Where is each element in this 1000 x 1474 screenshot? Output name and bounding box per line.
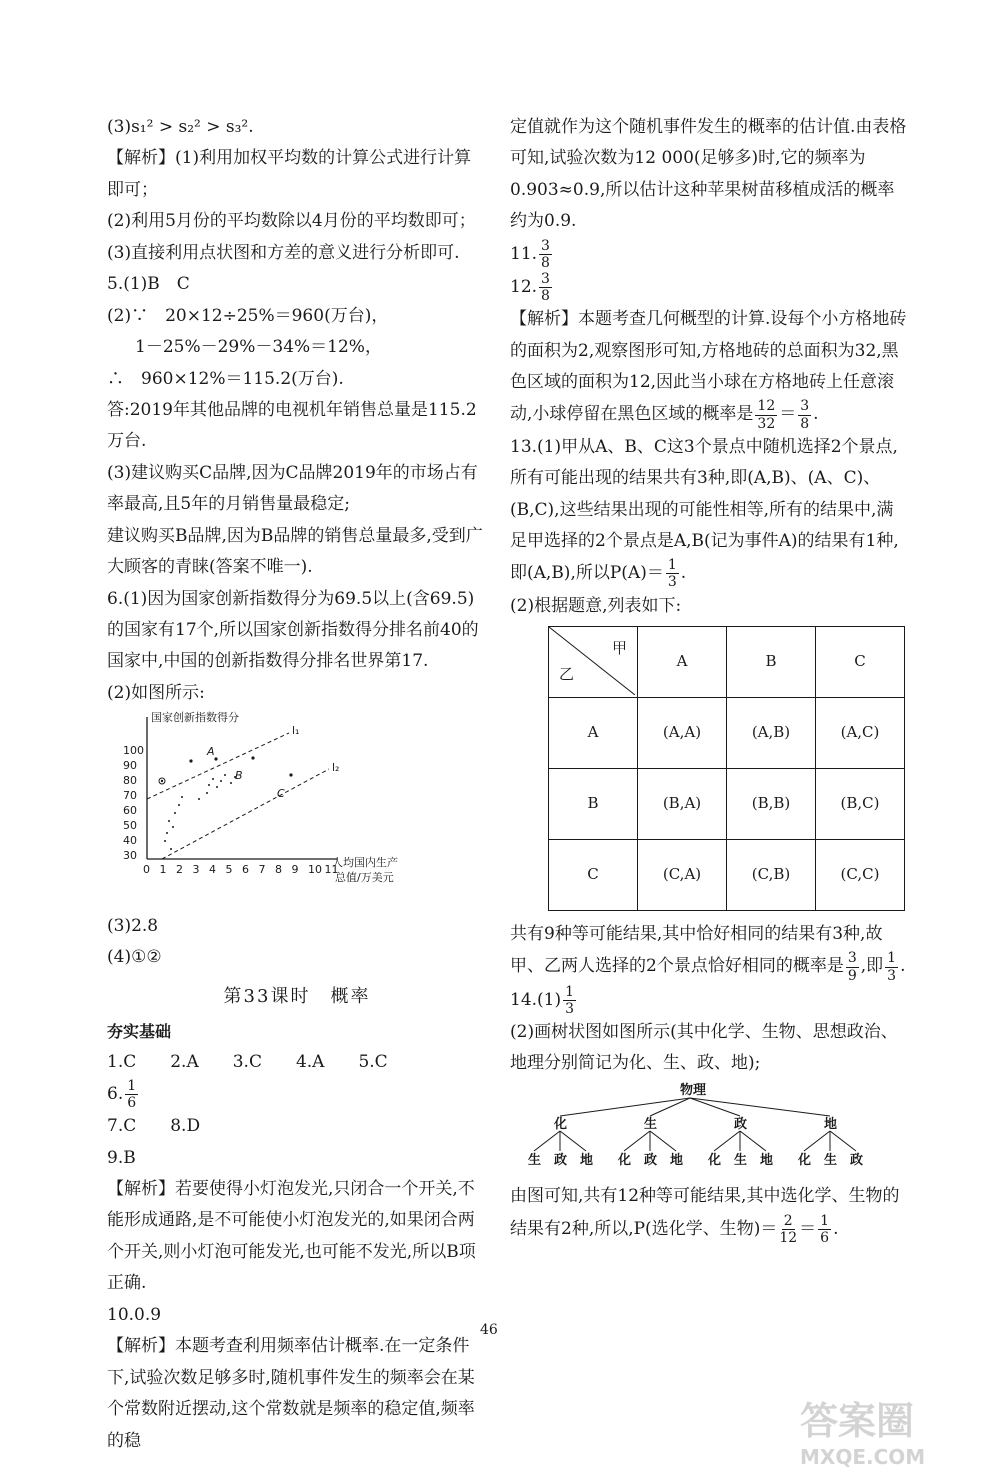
tree-edge: [830, 1131, 856, 1151]
answer-11: 11. $\frac{3}{8}$: [510, 237, 550, 271]
x-tick-label: 2: [176, 863, 183, 877]
q13-2: (2)根据题意,列表如下:: [510, 595, 682, 616]
table-cell: (C,C): [816, 840, 905, 911]
y-ticks: [123, 744, 144, 862]
table-cell: (B,C): [816, 769, 905, 840]
answer-10: 10.0.9: [107, 1304, 162, 1325]
q13-3: 共有9种等可能结果,其中恰好相同的结果有3种,故甲、乙两人选择的2个景点恰好相同的概率是 $\frac{3}{9}$ ,即 $\frac{1}{3}$ .: [510, 924, 906, 984]
page-number: 46: [480, 1322, 498, 1338]
tree-leaf-node: 地: [580, 1152, 594, 1168]
tree-edge: [624, 1131, 650, 1151]
table-cell: (A,C): [816, 698, 905, 769]
x-tick-label: 5: [225, 863, 233, 877]
tree-leaf-node: 生: [734, 1152, 748, 1168]
fraction: $\frac{1}{6}$: [820, 1212, 830, 1246]
y-tick-label: 80: [123, 774, 137, 788]
row-header: C: [549, 840, 638, 911]
q6-4: (4)①②: [107, 947, 162, 968]
row-header: B: [549, 769, 638, 840]
table-cell: (A,A): [638, 698, 727, 769]
y-axis-label: 国家创新指数得分: [151, 711, 239, 725]
y-tick-label: 30: [123, 849, 137, 863]
tree-edge: [690, 1098, 830, 1116]
q14-2: (2)画树状图如图所示(其中化学、生物、思想政治、地理分别简记为化、生、政、地);: [510, 1021, 898, 1074]
explanation-12: 【解析】本题考查几何概型的计算.设每个小方格地砖的面积为2,观察图形可知,方格地砖的总面积为32,黑色区域的面积为12,因此当小球在方格地砖上任意滚动,小球停留在黑色区域的概率是 $\frac{12}{32}$ ＝ $\frac{3}{8}$ .: [510, 309, 907, 432]
q13-1: 13.(1)甲从A、B、C这3个景点中随机选择2个景点,所有可能出现的结果共有3种,即(A,B)、(A、C)、(B,C),这些结果出现的可能性相等,所有的结果中,满足甲选择的2个景点是A,B(记为事件A)的结果有1种,即(A,B),所以P(A)＝ $\frac{1}{3}$ .: [510, 436, 899, 591]
fraction: $\frac{3}{8}$: [541, 237, 550, 271]
explanation-10: 【解析】本题考查利用频率估计概率.在一定条件下,试验次数足够多时,随机事件发生的频率会在某个常数附近摆动,这个常数就是频率的稳定值,频率的稳: [107, 1336, 475, 1451]
tree-leaf-node: 生: [528, 1152, 542, 1168]
explanation-1: 【解析】(1)利用加权平均数的计算公式进行计算即可；: [107, 148, 472, 200]
y-tick-label: 50: [123, 819, 137, 833]
tree-branch-node: 化: [554, 1116, 568, 1132]
explanation-10-cont: 定值就作为这个随机事件发生的概率的估计值.由表格可知,试验次数为12 000(足够多)时,它的频率为0.903≈0.9,所以估计这种苹果树苗移植成活的概率约为0.9.: [510, 117, 907, 232]
table-row: [549, 698, 905, 769]
y-tick-label: 40: [123, 834, 137, 848]
table-row: [549, 840, 905, 911]
scatter-plot: [107, 709, 407, 899]
x-tick-label: 10: [308, 863, 322, 877]
fraction: $\frac{1}{6}$: [127, 1077, 137, 1112]
x-tick-label: 0: [143, 863, 150, 877]
fraction: $\frac{3}{9}$: [847, 950, 857, 984]
x-tick-label: 6: [242, 863, 249, 877]
explanation-9: 【解析】若要使得小灯泡发光,只闭合一个开关,不能形成通路,是不可能使小灯泡发光的,如果闭合两个开关,则小灯泡可能发光,也可能不发光,所以B项正确.: [107, 1179, 476, 1294]
answers-1-5: 1.C 2.A 3.C 4.A 5.C: [107, 1051, 388, 1072]
x-tick-label: 11: [324, 863, 339, 877]
row-header: A: [549, 698, 638, 769]
col-header: A: [638, 627, 727, 698]
fraction: $\frac{1}{3}$: [667, 557, 677, 591]
q5-2-line3: ∴ 960×12%＝115.2(万台).: [107, 368, 344, 389]
x-tick-label: 7: [258, 863, 266, 877]
table-cell: (C,A): [638, 840, 727, 911]
right-column: [510, 112, 910, 1246]
x-axis-label-1: 人均国内生产: [332, 856, 398, 870]
point-C-label: C: [277, 787, 285, 801]
table-cell: (C,B): [727, 840, 816, 911]
tree-leaf-node: 化: [618, 1152, 632, 1168]
tree-leaf-node: 地: [670, 1152, 684, 1168]
explanation-3: (3)直接利用点状图和方差的意义进行分析即可.: [107, 242, 460, 263]
table-corner: 甲 乙: [549, 627, 638, 698]
y-tick-label: 100: [123, 744, 144, 758]
q14-1: 14.(1) $\frac{1}{3}$: [510, 983, 575, 1017]
tree-edge: [534, 1131, 560, 1151]
tree-leaf-node: 化: [798, 1152, 812, 1168]
point-B-label: B: [235, 769, 243, 783]
data-dots: [159, 757, 293, 851]
q5-2-line2: 1－25%－29%－34%＝12%，: [135, 337, 382, 358]
x-tick-label: 8: [275, 863, 282, 877]
y-tick-label: 90: [123, 759, 137, 773]
q5-2-answer: 答:2019年其他品牌的电视机年销售总量是115.2万台.: [107, 399, 477, 452]
line-l2: [162, 769, 329, 859]
x-ticks: [143, 863, 339, 876]
fraction: $\frac{3}{8}$: [800, 398, 810, 432]
left-column: [107, 112, 487, 1457]
q6-3: (3)2.8: [107, 915, 159, 936]
x-axis-label-2: 总值/万美元: [335, 871, 394, 885]
tree-branch-node: 生: [644, 1116, 658, 1132]
answer-6: 6. $\frac{1}{6}$: [107, 1077, 137, 1112]
line-l2-label: l₂: [332, 761, 340, 775]
x-tick-label: 3: [192, 863, 200, 877]
tree-leaf-node: 生: [824, 1152, 838, 1168]
q5-3a: (3)建议购买C品牌,因为C品牌2019年的市场占有率最高,且5年的月销售量最稳定;: [107, 462, 478, 515]
tree-leaf-node: 政: [850, 1152, 864, 1168]
tree-branch-node: 政: [734, 1116, 748, 1132]
col-header: B: [727, 627, 816, 698]
fraction: $\frac{3}{8}$: [541, 270, 550, 305]
explanation-2: (2)利用5月份的平均数除以4月份的平均数即可；: [107, 211, 476, 232]
tree-edge: [740, 1131, 766, 1151]
x-tick-label: 1: [159, 863, 167, 877]
answer-12: 12. $\frac{3}{8}$: [510, 270, 550, 305]
table-cell: (A,B): [727, 698, 816, 769]
table-row: [549, 769, 905, 840]
tree-root: 物理: [680, 1082, 707, 1098]
tree-leaf-node: 地: [760, 1152, 774, 1168]
fraction: $\frac{1}{3}$: [887, 950, 897, 984]
x-tick-label: 4: [209, 863, 216, 877]
q5-2-line1: (2)∵ 20×12÷25%＝960(万台)，: [107, 305, 389, 326]
tree-leaf-node: 化: [708, 1152, 722, 1168]
x-tick-label: 9: [291, 863, 299, 877]
watermark-logo: 答案圈 MXQE.COM: [800, 1399, 926, 1469]
fraction: $\frac{1}{3}$: [565, 983, 575, 1017]
col-header: C: [816, 627, 905, 698]
q6-2: (2)如图所示:: [107, 682, 205, 703]
table-cell: (B,A): [638, 769, 727, 840]
q5-3b: 建议购买B品牌,因为B品牌的销售总量最多,受到广大顾客的青睐(答案不唯一).: [107, 525, 483, 578]
section-title: 夯实基础: [107, 1021, 172, 1041]
line-l1: [147, 733, 289, 799]
tree-branch-node: 地: [824, 1116, 838, 1132]
tree-diagram: [510, 1080, 890, 1170]
answer-9: 9.B: [107, 1147, 136, 1168]
line-l1-label: l₁: [292, 724, 300, 738]
variance-answer: (3)s₁² > s₂² > s₃².: [107, 117, 254, 137]
tree-edge: [714, 1131, 740, 1151]
q6-1: 6.(1)因为国家创新指数得分为69.5以上(含69.5)的国家有17个,所以国家创新指数得分排名前40的国家中,中国的创新指数得分排名世界第17.: [107, 588, 479, 672]
q5-1: 5.(1)B C: [107, 274, 190, 295]
q14-3: 由图可知,共有12种等可能结果,其中选化学、生物的结果有2种,所以,P(选化学、生物)＝ $\frac{2}{12}$ ＝ $\frac{1}{6}$ .: [510, 1186, 900, 1246]
tree-leaf-node: 政: [644, 1152, 658, 1168]
tree-edge: [804, 1131, 830, 1151]
tree-edge: [690, 1098, 740, 1116]
point-A-label: A: [207, 745, 215, 759]
table-cell: (B,B): [727, 769, 816, 840]
y-tick-label: 70: [123, 789, 137, 803]
lesson-title: 第33课时 概率: [223, 985, 371, 1007]
fraction: $\frac{2}{12}$: [779, 1212, 798, 1246]
tree-edge: [650, 1131, 676, 1151]
fraction: $\frac{12}{32}$: [757, 398, 776, 432]
y-tick-label: 60: [123, 804, 137, 818]
tree-edge: [560, 1131, 586, 1151]
answers-7-8: 7.C 8.D: [107, 1116, 201, 1137]
tree-leaf-node: 政: [554, 1152, 568, 1168]
outcome-table: [548, 626, 905, 911]
